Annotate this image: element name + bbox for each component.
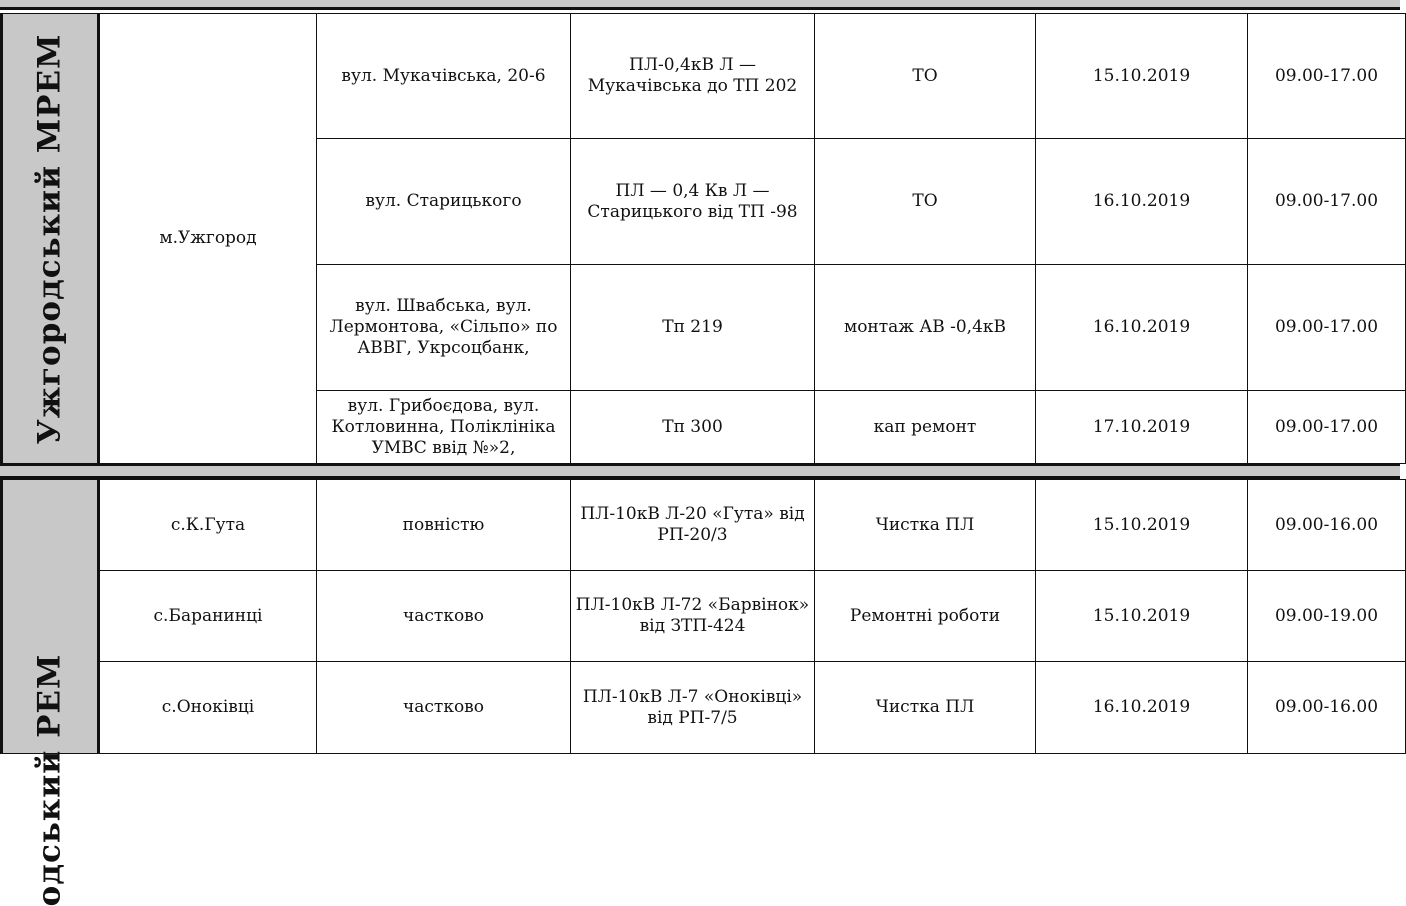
- address-cell: вул. Мукачівська, 20-6: [317, 14, 571, 139]
- time-cell: 09.00-16.00: [1248, 480, 1406, 571]
- top-border-strip: [0, 0, 1400, 10]
- power-line-cell: Тп 219: [571, 265, 815, 391]
- date-cell: 15.10.2019: [1036, 571, 1248, 662]
- table-row: [2, 571, 1406, 662]
- address-cell: частково: [317, 662, 571, 754]
- date-cell: 15.10.2019: [1036, 480, 1248, 571]
- work-type-cell: монтаж АВ -0,4кВ: [815, 265, 1036, 391]
- work-type-cell: кап ремонт: [815, 391, 1036, 464]
- address-cell: вул. Грибоєдова, вул. Котловинна, Поліклініка УМВС ввід №»2,: [317, 391, 571, 464]
- time-cell: 09.00-17.00: [1248, 139, 1406, 265]
- settlement-cell: с.Баранинці: [99, 571, 317, 662]
- date-cell: 17.10.2019: [1036, 391, 1248, 464]
- region-label: Ужгородський МРЕМ: [31, 33, 68, 444]
- table-row: [2, 14, 1406, 139]
- address-cell: частково: [317, 571, 571, 662]
- settlement-cell: с.Оноківці: [99, 662, 317, 754]
- date-cell: 16.10.2019: [1036, 139, 1248, 265]
- time-cell: 09.00-16.00: [1248, 662, 1406, 754]
- settlement-cell: с.К.Гута: [99, 480, 317, 571]
- settlement-cell: м.Ужгород: [99, 14, 317, 464]
- table-row: [2, 662, 1406, 754]
- work-type-cell: Чистка ПЛ: [815, 480, 1036, 571]
- outage-table-second-rem: [0, 479, 1406, 906]
- date-cell: 16.10.2019: [1036, 265, 1248, 391]
- work-type-cell: ТО: [815, 139, 1036, 265]
- date-cell: 16.10.2019: [1036, 662, 1248, 754]
- work-type-cell: Ремонтні роботи: [815, 571, 1036, 662]
- power-line-cell: ПЛ-10кВ Л-7 «Оноківці» від РП-7/5: [571, 662, 815, 754]
- address-cell: вул. Старицького: [317, 139, 571, 265]
- address-cell: повністю: [317, 480, 571, 571]
- power-line-cell: ПЛ-0,4кВ Л — Мукачівська до ТП 202: [571, 14, 815, 139]
- power-line-cell: ПЛ-10кВ Л-20 «Гута» від РП-20/3: [571, 480, 815, 571]
- section-separator: [0, 463, 1400, 479]
- date-cell: 15.10.2019: [1036, 14, 1248, 139]
- region-cell: [2, 14, 99, 464]
- address-cell: вул. Швабська, вул. Лермонтова, «Сільпо» по АВВГ, Укрсоцбанк,: [317, 265, 571, 391]
- power-line-cell: Тп 300: [571, 391, 815, 464]
- time-cell: 09.00-19.00: [1248, 571, 1406, 662]
- region-label: одський РЕМ: [31, 653, 68, 906]
- time-cell: 09.00-17.00: [1248, 265, 1406, 391]
- power-line-cell: ПЛ-10кВ Л-72 «Барвінок» від ЗТП-424: [571, 571, 815, 662]
- outage-table-uzhhorod-mrem: [0, 13, 1406, 464]
- region-cell: [2, 480, 99, 906]
- table-row: [2, 480, 1406, 571]
- work-type-cell: Чистка ПЛ: [815, 662, 1036, 754]
- time-cell: 09.00-17.00: [1248, 14, 1406, 139]
- time-cell: 09.00-17.00: [1248, 391, 1406, 464]
- work-type-cell: ТО: [815, 14, 1036, 139]
- power-line-cell: ПЛ — 0,4 Кв Л — Старицького від ТП -98: [571, 139, 815, 265]
